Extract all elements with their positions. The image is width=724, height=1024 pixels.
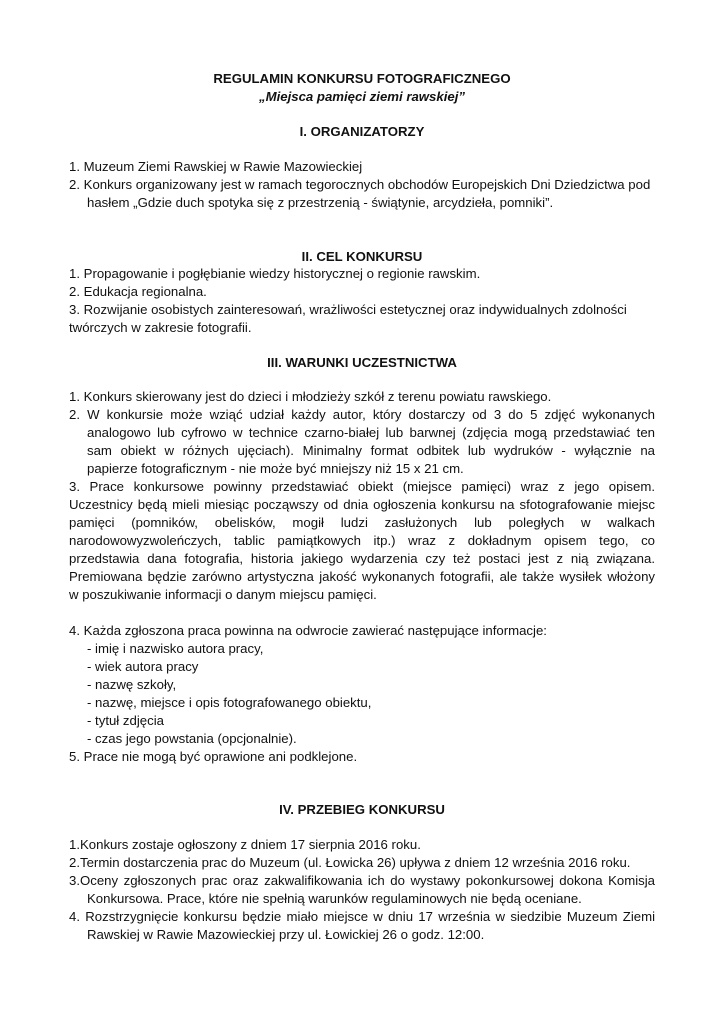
section-heading-procedure: IV. PRZEBIEG KONKURSU	[279, 802, 445, 817]
paragraph-line: 1. Konkurs skierowany jest do dzieci i młodzieży szkół z terenu powiatu rawskiego.	[69, 389, 552, 404]
document-title: REGULAMIN KONKURSU FOTOGRAFICZNEGO	[213, 71, 511, 86]
paragraph-line: 2. Konkurs organizowany jest w ramach tegorocznych obchodów Europejskich Dni Dziedzictwa pod	[69, 177, 651, 192]
paragraph-line: 1. Propagowanie i pogłębianie wiedzy historycznej o regionie rawskim.	[69, 266, 481, 281]
paragraph-line: papierze fotograficznym - nie może być mniejszy niż 15 x 21 cm.	[87, 461, 464, 476]
section-heading-conditions: III. WARUNKI UCZESTNICTWA	[267, 355, 457, 370]
paragraph-line: hasłem „Gdzie duch spotyka się z przestrzenią - świątynie, arcydzieła, pomniki”.	[87, 195, 554, 210]
paragraph-line: Rawskiej w Rawie Mazowieckiej przy ul. Łowickiej 26 o godz. 12:00.	[87, 927, 485, 942]
list-item: - tytuł zdjęcia	[87, 713, 164, 728]
list-item: - nazwę szkoły,	[87, 677, 177, 692]
section-heading-goals: II. CEL KONKURSU	[301, 249, 423, 264]
list-item: - wiek autora pracy	[87, 659, 199, 674]
paragraph-line: 1.Konkurs zostaje ogłoszony z dniem 17 sierpnia 2016 roku.	[69, 837, 421, 852]
paragraph-line: przedstawia dana fotografia, historia jakiego wydarzenia czy też postaci jest z nią związana.	[69, 551, 655, 566]
paragraph-line: 5. Prace nie mogą być oprawione ani podklejone.	[69, 749, 358, 764]
paragraph-line: 2.Termin dostarczenia prac do Muzeum (ul. Łowicka 26) upływa z dniem 12 września 2016 roku.	[69, 855, 631, 870]
paragraph-line: Konkursowa. Prace, które nie spełnią warunków regulaminowych nie będą oceniane.	[87, 891, 582, 906]
section-heading-organizers: I. ORGANIZATORZY	[299, 124, 425, 139]
list-item: - imię i nazwisko autora pracy,	[87, 641, 264, 656]
paragraph-line: Uczestnicy będą mieli miesiąc począwszy od dnia ogłoszenia konkursu na sfotografowanie miejsc	[69, 497, 655, 512]
paragraph-line: pamięci (pomników, obelisków, mogił ludzi zasłużonych lub poległych w walkach	[69, 515, 655, 530]
paragraph-line: sam obiekt w różnych ujęciach). Minimalny format odbitek lub wydruków - wyłącznie na	[87, 443, 655, 458]
paragraph-line: analogowo lub cyfrowo w technice czarno-białej lub barwnej (zdjęcia mogą przedstawiać ten	[87, 425, 655, 440]
paragraph-line: 1. Muzeum Ziemi Rawskiej w Rawie Mazowieckiej	[69, 159, 363, 174]
paragraph-line: 2. W konkursie może wziąć udział każdy autor, który dostarczy od 3 do 5 zdjęć wykonanych	[69, 407, 655, 422]
paragraph-line: w poszukiwanie informacji o danym miejscu pamięci.	[69, 587, 377, 602]
paragraph-line: 3.Oceny zgłoszonych prac oraz zakwalifikowania ich do wystawy pokonkursowej dokona Komisja	[69, 873, 655, 888]
paragraph-line: 3. Rozwijanie osobistych zainteresowań, wrażliwości estetycznej oraz indywidualnych zdolności	[69, 302, 627, 317]
paragraph-line: 3. Prace konkursowe powinny przedstawiać obiekt (miejsce pamięci) wraz z jego opisem.	[69, 479, 655, 494]
list-item: - nazwę, miejsce i opis fotografowanego obiektu,	[87, 695, 372, 710]
paragraph-line: twórczych w zakresie fotografii.	[69, 320, 252, 335]
paragraph-line: Premiowana będzie zarówno artystyczna jakość wykonanych fotografii, ale także wysiłek włożony	[69, 569, 655, 584]
list-item: - czas jego powstania (opcjonalnie).	[87, 731, 297, 746]
paragraph-line: 4. Rozstrzygnięcie konkursu będzie miało miejsce w dniu 17 września w siedzibie Muzeum Ziemi	[69, 909, 655, 924]
paragraph-line: 2. Edukacja regionalna.	[69, 284, 207, 299]
paragraph-line: narodowowyzwoleńczych, tablic pamiątkowych itp.) wraz z dokładnym opisem tego, co	[69, 533, 655, 548]
paragraph-line: 4. Każda zgłoszona praca powinna na odwrocie zawierać następujące informacje:	[69, 623, 547, 638]
document-subtitle: „Miejsca pamięci ziemi rawskiej”	[259, 89, 465, 104]
